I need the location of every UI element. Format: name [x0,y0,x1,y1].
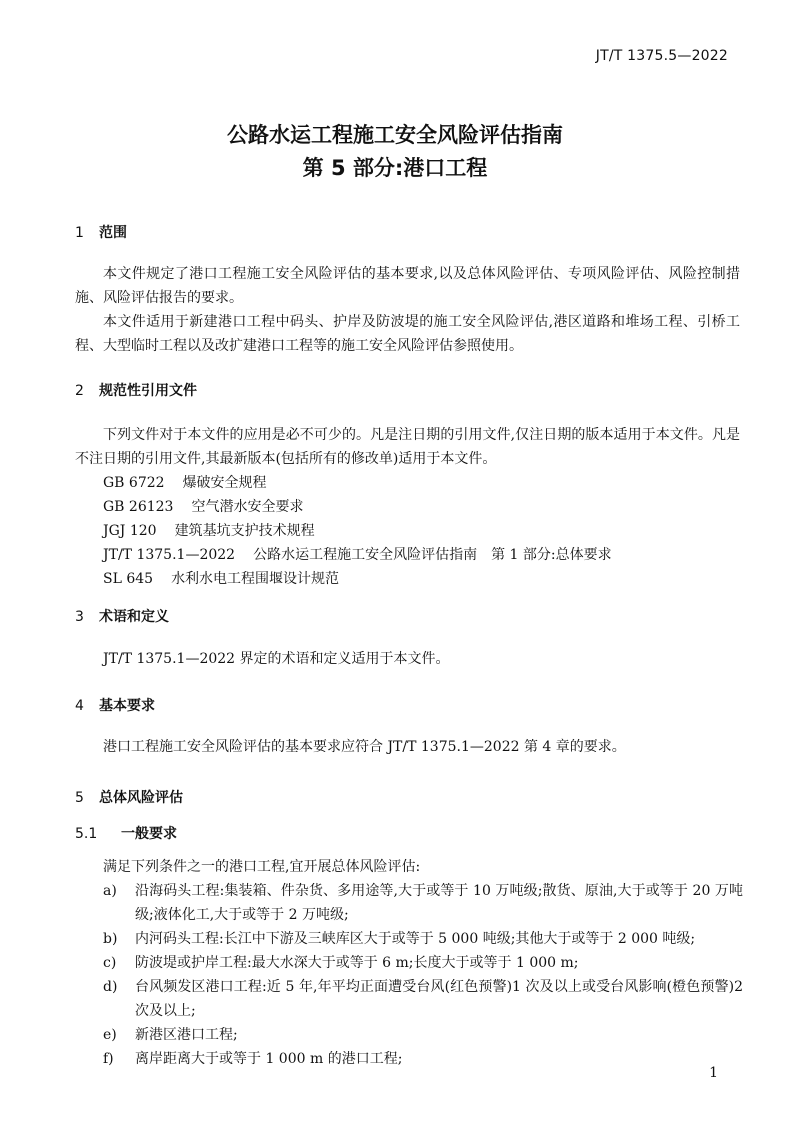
list-item [103,975,743,1023]
section-number: 3 [75,609,84,625]
section-heading-3 [75,606,169,626]
document-subtitle: 第 5 部分:港口工程 [302,156,488,180]
reference-item [103,520,315,540]
reference-item [103,496,303,516]
reference-item [103,472,267,492]
section-title: 范围 [99,225,127,241]
page-number: 1 [709,1065,718,1081]
section-number: 4 [75,698,84,714]
section-heading-1 [75,222,127,242]
list-item-text: 内河码头工程:长江中下游及三峡库区大于或等于 5 000 吨级;其他大于或等于 2 000 吨级; [135,931,696,947]
list-item [103,927,743,951]
subsection-title: 一般要求 [121,826,177,842]
paragraph: 满足下列条件之一的港口工程,宜开展总体风险评估: [103,859,421,875]
document-title: 公路水运工程施工安全风险评估指南 [227,123,563,147]
list-item [103,1023,743,1047]
list-item-label: f) [103,1051,114,1067]
section-title: 总体风险评估 [99,790,183,806]
reference-name: 爆破安全规程 [182,475,267,491]
reference-code: JT/T 1375.1—2022 [103,547,236,563]
list-item-label: b) [103,931,118,947]
section-title: 基本要求 [99,698,155,714]
reference-name: 公路水运工程施工安全风险评估指南 第 1 部分:总体要求 [253,547,612,563]
list-item-label: c) [103,955,117,971]
list-item-text: 离岸距离大于或等于 1 000 m 的港口工程; [135,1051,403,1067]
paragraph: 下列文件对于本文件的应用是必不可少的。凡是注日期的引用文件,仅注日期的版本适用于本文件。凡是不注日期的引用文件,其最新版本(包括所有的修改单)适用于本文件。 [75,427,740,467]
paragraph: 港口工程施工安全风险评估的基本要求应符合 JT/T 1375.1—2022 第 4 章的要求。 [103,739,626,755]
subsection-heading-5-1 [75,823,177,843]
list-item-text: 新港区港口工程; [135,1027,238,1043]
section-number: 5 [75,790,84,806]
paragraph: JT/T 1375.1—2022 界定的术语和定义适用于本文件。 [103,651,450,667]
reference-item [103,568,339,588]
subsection-number: 5.1 [75,826,98,842]
reference-item [103,544,612,564]
section-heading-4 [75,695,155,715]
list-item-text: 沿海码头工程:集装箱、件杂货、多用途等,大于或等于 10 万吨级;散货、原油,大于或等于 20 万吨级;液体化工,大于或等于 2 万吨级; [135,883,743,923]
document-code: JT/T 1375.5—2022 [595,48,728,64]
list-item [103,951,743,975]
paragraph: 本文件适用于新建港口工程中码头、护岸及防波堤的施工安全风险评估,港区道路和堆场工程、引桥工程、大型临时工程以及改扩建港口工程等的施工安全风险评估参照使用。 [75,314,740,354]
list-item-label: a) [103,883,117,899]
reference-code: GB 6722 [103,475,165,491]
section-title: 术语和定义 [99,609,169,625]
section-heading-2 [75,380,197,400]
list-item-text: 台风频发区港口工程:近 5 年,年平均正面遭受台风(红色预警)1 次及以上或受台风影响(橙色预警)2 次及以上; [135,979,743,1019]
section-title: 规范性引用文件 [99,383,197,399]
list-item [103,879,743,927]
list-item [103,1047,743,1071]
reference-name: 建筑基坑支护技术规程 [174,523,315,539]
reference-code: GB 26123 [103,499,174,515]
list-item-label: d) [103,979,118,995]
list-item-label: e) [103,1027,117,1043]
reference-code: SL 645 [103,571,154,587]
section-number: 1 [75,225,84,241]
reference-name: 空气潜水安全要求 [191,499,304,515]
reference-name: 水利水电工程围堰设计规范 [171,571,340,587]
list-item-text: 防波堤或护岸工程:最大水深大于或等于 6 m;长度大于或等于 1 000 m; [135,955,579,971]
paragraph: 本文件规定了港口工程施工安全风险评估的基本要求,以及总体风险评估、专项风险评估、风险控制措施、风险评估报告的要求。 [75,266,740,306]
section-heading-5 [75,787,183,807]
section-number: 2 [75,383,84,399]
reference-code: JGJ 120 [103,523,157,539]
